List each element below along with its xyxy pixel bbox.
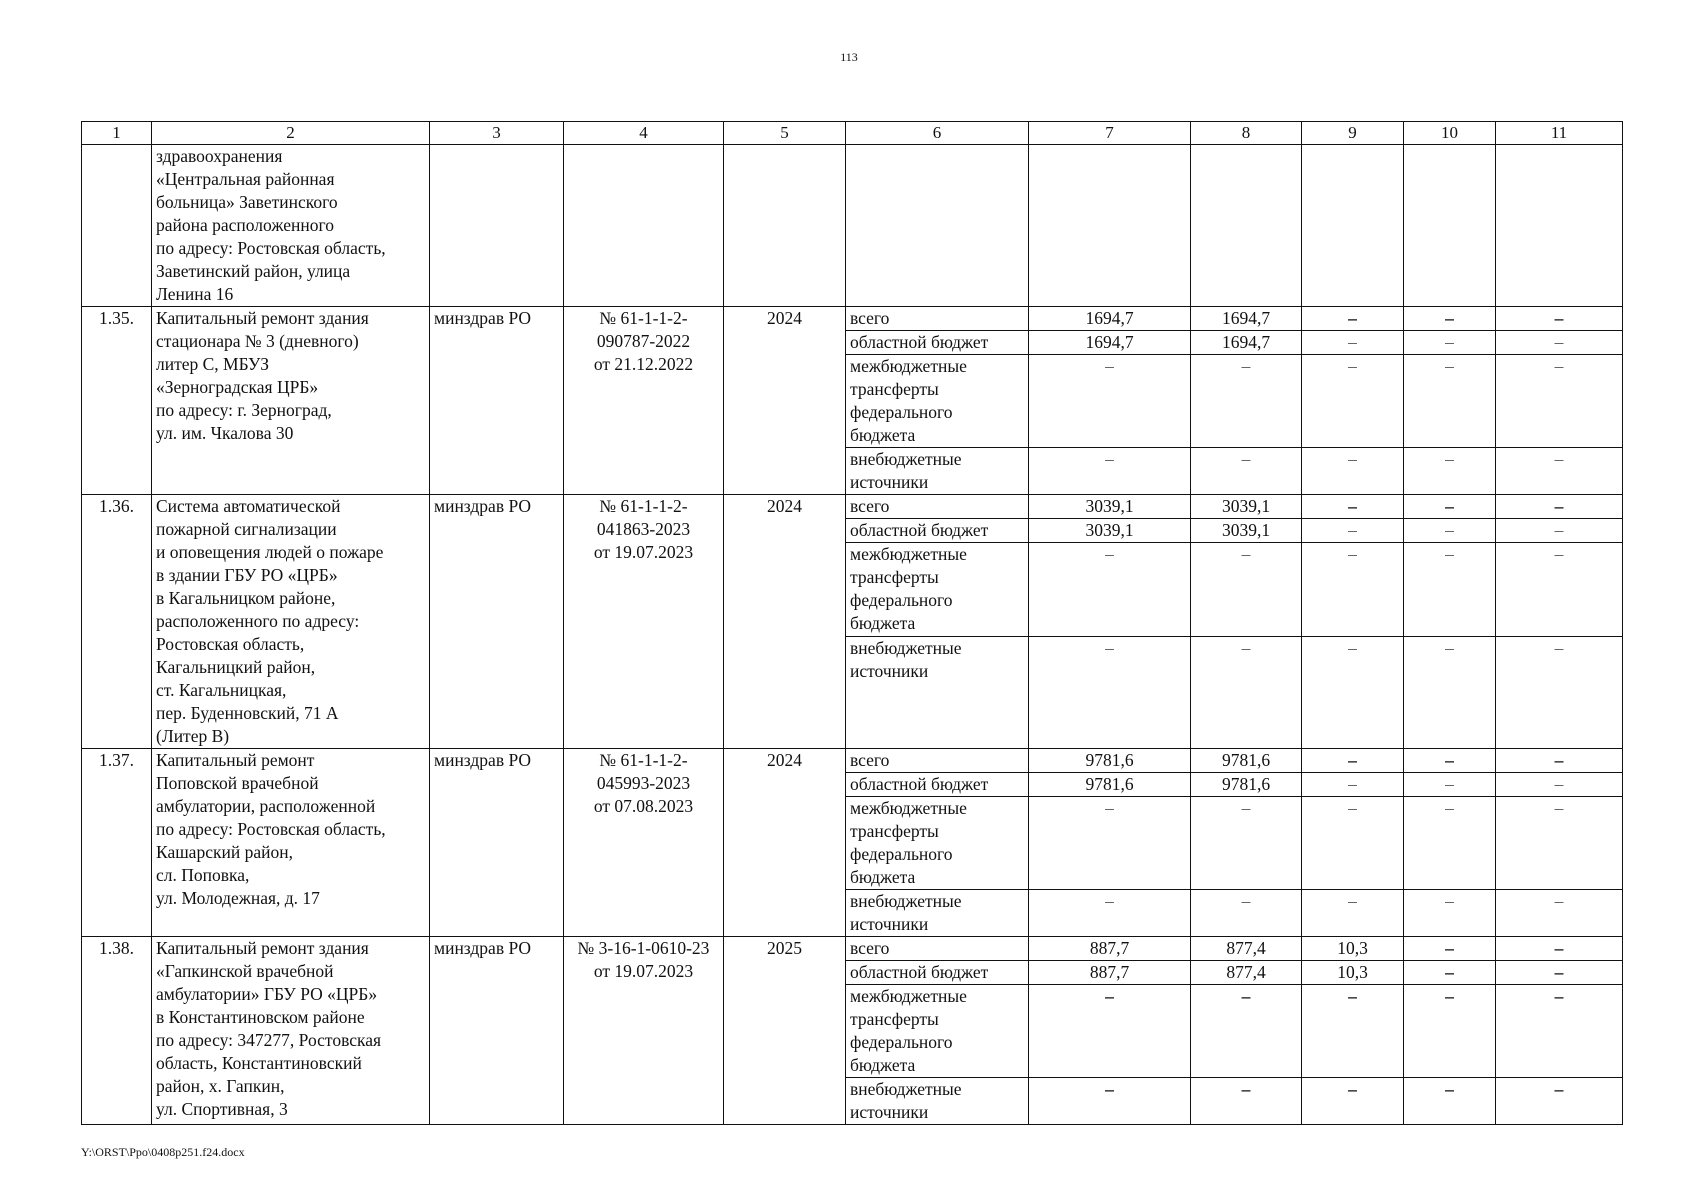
cell-empty: [430, 145, 564, 307]
value-7: 1694,7: [1029, 307, 1191, 331]
value-9: 10,3: [1302, 937, 1404, 961]
value-10: –: [1404, 749, 1496, 773]
funding-source-label: всего: [846, 937, 1029, 961]
value-8: 1694,7: [1191, 307, 1302, 331]
value-7: –: [1029, 985, 1191, 1078]
column-number-7: 7: [1029, 122, 1191, 145]
funding-source-label: межбюджетные трансферты федерального бюджета: [846, 985, 1029, 1078]
year: 2025: [724, 937, 846, 1125]
value-8: –: [1191, 355, 1302, 448]
funding-source-label: межбюджетные трансферты федерального бюджета: [846, 543, 1029, 636]
continuation-row: [82, 145, 1623, 307]
value-9: –: [1302, 355, 1404, 448]
cell-empty: [1404, 145, 1496, 307]
value-8: 3039,1: [1191, 495, 1302, 519]
value-10: –: [1404, 937, 1496, 961]
year: 2024: [724, 749, 846, 937]
table-row: [82, 495, 1623, 519]
funding-source-label: внебюджетные источники: [846, 1078, 1029, 1125]
value-8: 9781,6: [1191, 773, 1302, 797]
value-8: –: [1191, 448, 1302, 495]
value-7: –: [1029, 1078, 1191, 1125]
value-10: –: [1404, 448, 1496, 495]
value-10: –: [1404, 519, 1496, 543]
value-9: –: [1302, 636, 1404, 748]
value-10: –: [1404, 773, 1496, 797]
row-number: 1.36.: [82, 495, 152, 749]
value-11: –: [1496, 797, 1623, 890]
executor: минздрав РО: [430, 937, 564, 1125]
column-number-3: 3: [430, 122, 564, 145]
value-10: –: [1404, 331, 1496, 355]
page-number: 113: [840, 50, 858, 64]
value-8: –: [1191, 985, 1302, 1078]
value-7: 887,7: [1029, 961, 1191, 985]
column-number-4: 4: [564, 122, 724, 145]
year: 2024: [724, 307, 846, 495]
column-number-2: 2: [152, 122, 430, 145]
column-number-9: 9: [1302, 122, 1404, 145]
funding-source-label: всего: [846, 749, 1029, 773]
object-name: Капитальный ремонт Поповской врачебной амбулатории, расположенной по адресу: Ростовская область, Кашарский район, сл. Поповка, ул. Молодежная, д. 17: [152, 749, 430, 937]
object-name: Система автоматической пожарной сигнализации и оповещения людей о пожаре в здании ГБУ РО «ЦРБ» в Кагальницком районе, расположенного по адресу: Ростовская область, Кагальницкий район, ст. Кагальницкая, пер. Буденновский, 71 А (Литер В): [152, 495, 430, 749]
document-number: № 61-1-1-2- 090787-2022 от 21.12.2022: [564, 307, 724, 495]
value-11: –: [1496, 543, 1623, 636]
continued-object-name: здравоохранения «Центральная районная больница» Заветинского района расположенного по адресу: Ростовская область, Заветинский район, улица Ленина 16: [152, 145, 430, 307]
value-11: –: [1496, 961, 1623, 985]
budget-table: [81, 121, 1623, 1125]
value-8: –: [1191, 1078, 1302, 1125]
column-number-6: 6: [846, 122, 1029, 145]
value-7: –: [1029, 636, 1191, 748]
funding-source-label: областной бюджет: [846, 331, 1029, 355]
value-11: –: [1496, 749, 1623, 773]
value-9: –: [1302, 985, 1404, 1078]
value-11: –: [1496, 519, 1623, 543]
value-9: 10,3: [1302, 961, 1404, 985]
value-8: 877,4: [1191, 937, 1302, 961]
value-8: –: [1191, 543, 1302, 636]
table-row: [82, 307, 1623, 331]
executor: минздрав РО: [430, 307, 564, 495]
value-11: –: [1496, 890, 1623, 937]
value-11: –: [1496, 307, 1623, 331]
cell-empty: [724, 145, 846, 307]
column-number-11: 11: [1496, 122, 1623, 145]
cell-empty: [1029, 145, 1191, 307]
value-7: –: [1029, 448, 1191, 495]
value-10: –: [1404, 495, 1496, 519]
value-8: 9781,6: [1191, 749, 1302, 773]
cell-empty: [82, 145, 152, 307]
value-8: –: [1191, 636, 1302, 748]
value-11: –: [1496, 985, 1623, 1078]
row-number: 1.37.: [82, 749, 152, 937]
funding-source-label: внебюджетные источники: [846, 448, 1029, 495]
document-number: № 3-16-1-0610-23 от 19.07.2023: [564, 937, 724, 1125]
column-number-10: 10: [1404, 122, 1496, 145]
object-name: Капитальный ремонт здания «Гапкинской врачебной амбулатории» ГБУ РО «ЦРБ» в Константиновском районе по адресу: 347277, Ростовская область, Константиновский район, х. Гапкин, ул. Спортивная, 3: [152, 937, 430, 1125]
cell-empty: [564, 145, 724, 307]
funding-source-label: внебюджетные источники: [846, 636, 1029, 748]
executor: минздрав РО: [430, 749, 564, 937]
value-11: –: [1496, 495, 1623, 519]
value-10: –: [1404, 985, 1496, 1078]
value-10: –: [1404, 307, 1496, 331]
value-7: –: [1029, 797, 1191, 890]
value-7: 3039,1: [1029, 519, 1191, 543]
value-8: 3039,1: [1191, 519, 1302, 543]
value-7: –: [1029, 890, 1191, 937]
row-number: 1.38.: [82, 937, 152, 1125]
value-9: –: [1302, 543, 1404, 636]
funding-source-label: всего: [846, 307, 1029, 331]
value-9: –: [1302, 448, 1404, 495]
cell-empty: [1496, 145, 1623, 307]
cell-empty: [846, 145, 1029, 307]
value-11: –: [1496, 1078, 1623, 1125]
funding-source-label: областной бюджет: [846, 773, 1029, 797]
cell-empty: [1302, 145, 1404, 307]
value-11: –: [1496, 448, 1623, 495]
value-8: –: [1191, 890, 1302, 937]
value-11: –: [1496, 331, 1623, 355]
value-9: –: [1302, 797, 1404, 890]
value-10: –: [1404, 797, 1496, 890]
footer-file-path: Y:\ORST\Ppo\0408p251.f24.docx: [81, 1145, 245, 1159]
value-11: –: [1496, 773, 1623, 797]
value-7: –: [1029, 543, 1191, 636]
cell-empty: [1191, 145, 1302, 307]
year: 2024: [724, 495, 846, 749]
object-name: Капитальный ремонт здания стационара № 3 (дневного) литер С, МБУЗ «Зерноградская ЦРБ» по адресу: г. Зерноград, ул. им. Чкалова 30: [152, 307, 430, 495]
value-9: –: [1302, 1078, 1404, 1125]
value-7: 1694,7: [1029, 331, 1191, 355]
value-11: –: [1496, 636, 1623, 748]
value-9: –: [1302, 773, 1404, 797]
row-number: 1.35.: [82, 307, 152, 495]
value-10: –: [1404, 890, 1496, 937]
value-9: –: [1302, 749, 1404, 773]
value-11: –: [1496, 355, 1623, 448]
value-10: –: [1404, 543, 1496, 636]
value-9: –: [1302, 495, 1404, 519]
value-9: –: [1302, 307, 1404, 331]
value-9: –: [1302, 331, 1404, 355]
value-10: –: [1404, 961, 1496, 985]
value-9: –: [1302, 519, 1404, 543]
document-number: № 61-1-1-2- 045993-2023 от 07.08.2023: [564, 749, 724, 937]
value-8: –: [1191, 797, 1302, 890]
value-11: –: [1496, 937, 1623, 961]
value-7: 3039,1: [1029, 495, 1191, 519]
funding-source-label: межбюджетные трансферты федерального бюджета: [846, 797, 1029, 890]
value-7: 887,7: [1029, 937, 1191, 961]
value-10: –: [1404, 1078, 1496, 1125]
column-number-8: 8: [1191, 122, 1302, 145]
value-7: 9781,6: [1029, 773, 1191, 797]
funding-source-label: областной бюджет: [846, 961, 1029, 985]
column-number-5: 5: [724, 122, 846, 145]
funding-source-label: всего: [846, 495, 1029, 519]
table-row: [82, 937, 1623, 961]
value-8: 1694,7: [1191, 331, 1302, 355]
value-7: 9781,6: [1029, 749, 1191, 773]
funding-source-label: межбюджетные трансферты федерального бюджета: [846, 355, 1029, 448]
document-number: № 61-1-1-2- 041863-2023 от 19.07.2023: [564, 495, 724, 749]
value-10: –: [1404, 355, 1496, 448]
funding-source-label: внебюджетные источники: [846, 890, 1029, 937]
header-row: [82, 122, 1623, 145]
value-9: –: [1302, 890, 1404, 937]
funding-source-label: областной бюджет: [846, 519, 1029, 543]
value-7: –: [1029, 355, 1191, 448]
table-row: [82, 749, 1623, 773]
executor: минздрав РО: [430, 495, 564, 749]
column-number-1: 1: [82, 122, 152, 145]
value-10: –: [1404, 636, 1496, 748]
value-8: 877,4: [1191, 961, 1302, 985]
